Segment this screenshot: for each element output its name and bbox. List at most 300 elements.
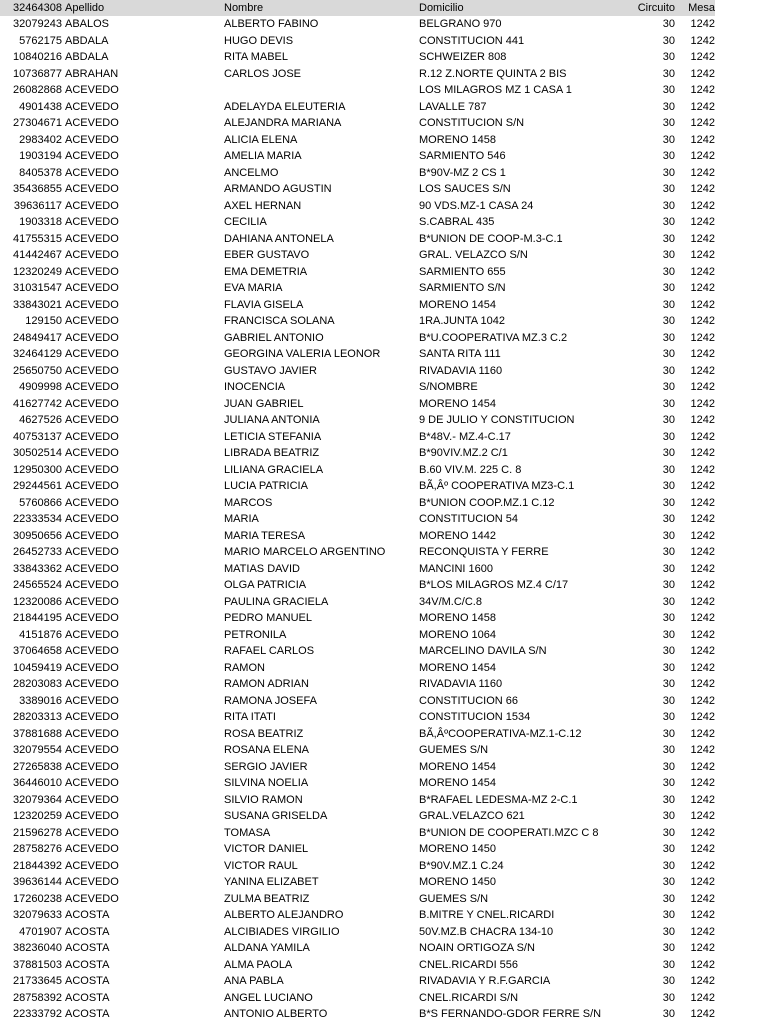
table-row	[0, 66, 715, 83]
cell-nombre: EVA MARIA	[224, 282, 283, 295]
cell-domicilio: MORENO 1064	[419, 628, 497, 641]
cell-nombre: MARIA TERESA	[224, 529, 306, 542]
table-row	[0, 561, 715, 578]
cell-dni: 28758276	[13, 843, 62, 856]
cell-nombre: ALMA PAOLA	[224, 958, 293, 971]
cell-apellido: ACEVEDO	[65, 645, 119, 658]
cell-circuito: 30	[662, 958, 675, 971]
cell-domicilio: B*UNION DE COOPERATI.MZC C 8	[419, 826, 599, 839]
cell-nombre	[224, 82, 419, 99]
cell-domicilio: CONSTITUCION 1534	[419, 711, 531, 724]
cell-circuito: 30	[662, 133, 675, 146]
cell-apellido: ACEVEDO	[65, 265, 119, 278]
cell-apellido: ACEVEDO	[65, 727, 119, 740]
cell-nombre: YANINA ELIZABET	[224, 876, 319, 889]
table-row	[0, 49, 715, 66]
cell-dni: 33843362	[13, 562, 62, 575]
cell-circuito: 30	[662, 496, 675, 509]
cell-dni: 21844392	[13, 859, 62, 872]
cell-circuito: 30	[662, 100, 675, 113]
cell-circuito: 30	[662, 51, 675, 64]
table-row	[0, 627, 715, 644]
cell-nombre: VICTOR DANIEL	[224, 843, 309, 856]
table-row	[0, 874, 715, 891]
cell-mesa: 1242	[690, 777, 715, 790]
cell-mesa: 1242	[690, 364, 715, 377]
cell-domicilio: CONSTITUCION 441	[419, 34, 525, 47]
cell-mesa: 1242	[690, 859, 715, 872]
cell-mesa: 1242	[690, 183, 715, 196]
cell-dni: 5762175	[19, 34, 62, 47]
table-row	[0, 643, 715, 660]
cell-circuito: 30	[662, 414, 675, 427]
cell-nombre: RAMONA JOSEFA	[224, 694, 317, 707]
cell-circuito: 30	[662, 628, 675, 641]
cell-domicilio: 90 VDS.MZ-1 CASA 24	[419, 199, 534, 212]
table-row	[0, 412, 715, 429]
cell-dni: 37881503	[13, 958, 62, 971]
cell-mesa: 1242	[690, 760, 715, 773]
cell-dni: 24849417	[13, 331, 62, 344]
cell-circuito: 30	[662, 645, 675, 658]
cell-circuito: 30	[662, 282, 675, 295]
cell-nombre: GEORGINA VALERIA LEONOR	[224, 348, 381, 361]
cell-mesa: 1242	[690, 843, 715, 856]
cell-apellido: ACEVEDO	[65, 430, 119, 443]
table-row	[0, 313, 715, 330]
cell-circuito: 30	[662, 117, 675, 130]
cell-circuito: 30	[662, 315, 675, 328]
cell-nombre: ALCIBIADES VIRGILIO	[224, 925, 340, 938]
cell-nombre: MARIO MARCELO ARGENTINO	[224, 546, 386, 559]
cell-apellido: ACEVEDO	[65, 232, 119, 245]
cell-apellido: ACEVEDO	[65, 199, 119, 212]
table-row	[0, 264, 715, 281]
table-row	[0, 775, 715, 792]
cell-dni: 31031547	[13, 282, 62, 295]
cell-circuito: 30	[662, 612, 675, 625]
cell-circuito: 30	[662, 397, 675, 410]
cell-domicilio: SANTA RITA 111	[419, 348, 501, 361]
table-row	[0, 132, 715, 149]
table-row	[0, 858, 715, 875]
cell-circuito: 30	[662, 1008, 675, 1021]
cell-mesa: 1242	[690, 18, 715, 31]
cell-dni: 33843021	[13, 298, 62, 311]
cell-mesa: 1242	[690, 694, 715, 707]
cell-mesa: 1242	[690, 579, 715, 592]
cell-apellido: ACEVEDO	[65, 694, 119, 707]
cell-mesa: 1242	[690, 958, 715, 971]
cell-domicilio: MORENO 1450	[419, 876, 497, 889]
cell-apellido: ACEVEDO	[65, 480, 119, 493]
cell-apellido: ACEVEDO	[65, 447, 119, 460]
cell-nombre: MARIA	[224, 513, 259, 526]
cell-dni: 39636144	[13, 876, 62, 889]
table-row	[0, 99, 715, 116]
table-row	[0, 825, 715, 842]
cell-mesa: 1242	[690, 199, 715, 212]
header-apellido: Apellido	[65, 2, 105, 14]
cell-domicilio: SARMIENTO 655	[419, 265, 506, 278]
cell-dni: 30502514	[13, 447, 62, 460]
cell-domicilio: B*90V.MZ.1 C.24	[419, 859, 504, 872]
cell-dni: 37064658	[13, 645, 62, 658]
cell-dni: 2983402	[19, 133, 62, 146]
cell-apellido: ACEVEDO	[65, 348, 119, 361]
cell-mesa: 1242	[690, 34, 715, 47]
cell-dni: 1903318	[19, 216, 62, 229]
cell-apellido: ACEVEDO	[65, 843, 119, 856]
cell-domicilio: CONSTITUCION 66	[419, 694, 519, 707]
cell-domicilio: 1RA.JUNTA 1042	[419, 315, 506, 328]
cell-dni: 4909998	[19, 381, 62, 394]
cell-domicilio: MORENO 1458	[419, 133, 497, 146]
cell-circuito: 30	[662, 166, 675, 179]
cell-circuito: 30	[662, 348, 675, 361]
cell-domicilio: MORENO 1454	[419, 760, 497, 773]
cell-dni: 36446010	[13, 777, 62, 790]
cell-nombre: ANA PABLA	[224, 975, 284, 988]
cell-domicilio: MORENO 1442	[419, 529, 497, 542]
cell-circuito: 30	[662, 381, 675, 394]
cell-nombre: ALBERTO FABINO	[224, 18, 319, 31]
table-row	[0, 594, 715, 611]
cell-nombre: HUGO DEVIS	[224, 34, 294, 47]
cell-domicilio: LAVALLE 787	[419, 100, 487, 113]
cell-mesa: 1242	[690, 975, 715, 988]
cell-domicilio: BELGRANO 970	[419, 18, 502, 31]
cell-domicilio: B*S FERNANDO-GDOR FERRE S/N	[419, 1008, 602, 1021]
cell-apellido: ACEVEDO	[65, 282, 119, 295]
cell-mesa: 1242	[690, 150, 715, 163]
cell-circuito: 30	[662, 265, 675, 278]
cell-nombre: ALEJANDRA MARIANA	[224, 117, 342, 130]
cell-mesa: 1242	[690, 546, 715, 559]
cell-apellido: ACEVEDO	[65, 562, 119, 575]
table-row	[0, 660, 715, 677]
cell-mesa: 1242	[690, 628, 715, 641]
cell-dni: 35436855	[13, 183, 62, 196]
cell-dni: 5760866	[19, 496, 62, 509]
cell-domicilio: GRAL. VELAZCO S/N	[419, 249, 528, 262]
cell-circuito: 30	[662, 331, 675, 344]
cell-circuito: 30	[662, 744, 675, 757]
table-row	[0, 957, 715, 974]
cell-dni: 30950656	[13, 529, 62, 542]
table-row	[0, 346, 715, 363]
cell-circuito: 30	[662, 909, 675, 922]
cell-circuito: 30	[662, 925, 675, 938]
table-row	[0, 198, 715, 215]
cell-mesa: 1242	[690, 513, 715, 526]
cell-dni: 32464129	[13, 348, 62, 361]
table-row	[0, 280, 715, 297]
cell-circuito: 30	[662, 84, 675, 97]
cell-apellido: ACEVEDO	[65, 612, 119, 625]
cell-apellido: ACEVEDO	[65, 100, 119, 113]
table-row	[0, 940, 715, 957]
cell-nombre: LIBRADA BEATRIZ	[224, 447, 320, 460]
table-row	[0, 16, 715, 33]
cell-dni: 40753137	[13, 430, 62, 443]
cell-mesa: 1242	[690, 298, 715, 311]
cell-domicilio: B*UNION DE COOP-M.3-C.1	[419, 232, 563, 245]
cell-domicilio: CNEL.RICARDI 556	[419, 958, 519, 971]
cell-apellido: ACEVEDO	[65, 496, 119, 509]
cell-mesa: 1242	[690, 117, 715, 130]
cell-domicilio: MANCINI 1600	[419, 562, 493, 575]
cell-domicilio: B*U.COOPERATIVA MZ.3 C.2	[419, 331, 568, 344]
cell-mesa: 1242	[690, 496, 715, 509]
cell-circuito: 30	[662, 760, 675, 773]
table-row	[0, 330, 715, 347]
cell-domicilio: B*RAFAEL LEDESMA-MZ 2-C.1	[419, 793, 578, 806]
table-row	[0, 676, 715, 693]
cell-circuito: 30	[662, 18, 675, 31]
cell-nombre: FRANCISCA SOLANA	[224, 315, 335, 328]
cell-apellido: ACEVEDO	[65, 826, 119, 839]
cell-apellido: ACEVEDO	[65, 678, 119, 691]
cell-apellido: ACOSTA	[65, 925, 110, 938]
cell-mesa: 1242	[690, 447, 715, 460]
cell-nombre: RITA ITATI	[224, 711, 276, 724]
cell-apellido: ACEVEDO	[65, 628, 119, 641]
cell-domicilio: B*90V-MZ 2 CS 1	[419, 166, 506, 179]
cell-circuito: 30	[662, 298, 675, 311]
cell-apellido: ACEVEDO	[65, 777, 119, 790]
cell-dni: 4901438	[19, 100, 62, 113]
cell-circuito: 30	[662, 826, 675, 839]
cell-apellido: ACEVEDO	[65, 166, 119, 179]
cell-circuito: 30	[662, 546, 675, 559]
cell-mesa: 1242	[690, 876, 715, 889]
cell-mesa: 1242	[690, 661, 715, 674]
table-body	[0, 16, 715, 1023]
cell-domicilio: GRAL.VELAZCO 621	[419, 810, 525, 823]
cell-mesa: 1242	[690, 397, 715, 410]
cell-apellido: ACEVEDO	[65, 744, 119, 757]
table-row	[0, 363, 715, 380]
cell-domicilio: BÃ,ÂºCOOPERATIVA-MZ.1-C.12	[419, 727, 582, 740]
cell-domicilio: R.12 Z.NORTE QUINTA 2 BIS	[419, 67, 567, 80]
cell-circuito: 30	[662, 793, 675, 806]
cell-mesa: 1242	[690, 991, 715, 1004]
cell-apellido: ACEVEDO	[65, 892, 119, 905]
cell-mesa: 1242	[690, 925, 715, 938]
cell-dni: 4701907	[19, 925, 62, 938]
cell-nombre: CECILIA	[224, 216, 267, 229]
cell-domicilio: B*48V.- MZ.4-C.17	[419, 430, 511, 443]
cell-circuito: 30	[662, 777, 675, 790]
cell-nombre: RAMON	[224, 661, 265, 674]
cell-nombre: SILVINA NOELIA	[224, 777, 309, 790]
cell-mesa: 1242	[690, 826, 715, 839]
cell-nombre: ANCELMO	[224, 166, 279, 179]
table-row	[0, 792, 715, 809]
header-dni: 32464308	[13, 2, 62, 14]
cell-mesa: 1242	[690, 348, 715, 361]
cell-nombre: ALDANA YAMILA	[224, 942, 310, 955]
header-row	[0, 0, 715, 16]
table-row	[0, 577, 715, 594]
cell-dni: 4627526	[19, 414, 62, 427]
cell-mesa: 1242	[690, 166, 715, 179]
table-row	[0, 462, 715, 479]
cell-mesa: 1242	[690, 612, 715, 625]
table-row	[0, 726, 715, 743]
cell-mesa: 1242	[690, 810, 715, 823]
cell-apellido: ACEVEDO	[65, 249, 119, 262]
cell-apellido: ACEVEDO	[65, 364, 119, 377]
cell-circuito: 30	[662, 892, 675, 905]
cell-circuito: 30	[662, 727, 675, 740]
cell-apellido: ACOSTA	[65, 1008, 110, 1021]
cell-nombre: ANGEL LUCIANO	[224, 991, 313, 1004]
cell-dni: 12950300	[13, 463, 62, 476]
cell-dni: 22333534	[13, 513, 62, 526]
table-row	[0, 148, 715, 165]
cell-dni: 8405378	[19, 166, 62, 179]
table-row	[0, 990, 715, 1007]
cell-apellido: ACEVEDO	[65, 579, 119, 592]
cell-mesa: 1242	[690, 909, 715, 922]
cell-circuito: 30	[662, 463, 675, 476]
cell-nombre: RAMON ADRIAN	[224, 678, 309, 691]
cell-apellido: ACOSTA	[65, 909, 110, 922]
cell-mesa: 1242	[690, 249, 715, 262]
cell-nombre: GABRIEL ANTONIO	[224, 331, 324, 344]
cell-domicilio: CONSTITUCION 54	[419, 513, 519, 526]
cell-domicilio: MARCELINO DAVILA S/N	[419, 645, 547, 658]
header-circuito: Circuito	[637, 2, 675, 14]
table-row	[0, 709, 715, 726]
cell-mesa: 1242	[690, 942, 715, 955]
cell-mesa: 1242	[690, 595, 715, 608]
cell-mesa: 1242	[690, 463, 715, 476]
cell-apellido: ACOSTA	[65, 975, 110, 988]
cell-nombre: JUAN GABRIEL	[224, 397, 304, 410]
cell-mesa: 1242	[690, 711, 715, 724]
cell-dni: 27265838	[13, 760, 62, 773]
cell-mesa: 1242	[690, 84, 715, 97]
cell-mesa: 1242	[690, 892, 715, 905]
cell-domicilio: BÃ,Âº COOPERATIVA MZ3-C.1	[419, 480, 575, 493]
cell-apellido: ACOSTA	[65, 991, 110, 1004]
cell-dni: 32079364	[13, 793, 62, 806]
cell-nombre: SERGIO JAVIER	[224, 760, 308, 773]
cell-nombre: PAULINA GRACIELA	[224, 595, 329, 608]
cell-circuito: 30	[662, 694, 675, 707]
cell-apellido: ACEVEDO	[65, 133, 119, 146]
header-domicilio: Domicilio	[419, 2, 464, 14]
cell-nombre: ALBERTO ALEJANDRO	[224, 909, 344, 922]
cell-nombre: TOMASA	[224, 826, 271, 839]
cell-dni: 10459419	[13, 661, 62, 674]
table-row	[0, 610, 715, 627]
cell-dni: 1903194	[19, 150, 62, 163]
cell-circuito: 30	[662, 859, 675, 872]
cell-nombre: AMELIA MARIA	[224, 150, 302, 163]
cell-dni: 26452733	[13, 546, 62, 559]
cell-nombre: PEDRO MANUEL	[224, 612, 313, 625]
table-row	[0, 165, 715, 182]
cell-domicilio: 9 DE JULIO Y CONSTITUCION	[419, 414, 575, 427]
cell-domicilio: MORENO 1454	[419, 777, 497, 790]
cell-domicilio: CONSTITUCION S/N	[419, 117, 525, 130]
cell-circuito: 30	[662, 67, 675, 80]
cell-circuito: 30	[662, 991, 675, 1004]
cell-domicilio: SCHWEIZER 808	[419, 51, 507, 64]
cell-circuito: 30	[662, 579, 675, 592]
cell-nombre: GUSTAVO JAVIER	[224, 364, 317, 377]
cell-apellido: ACOSTA	[65, 958, 110, 971]
table-row	[0, 891, 715, 908]
cell-mesa: 1242	[690, 430, 715, 443]
table-row	[0, 1006, 715, 1023]
cell-dni: 26082868	[13, 84, 62, 97]
table-row	[0, 759, 715, 776]
cell-circuito: 30	[662, 150, 675, 163]
cell-nombre: ANTONIO ALBERTO	[224, 1008, 328, 1021]
table-row	[0, 907, 715, 924]
cell-nombre: EMA DEMETRIA	[224, 265, 308, 278]
cell-circuito: 30	[662, 876, 675, 889]
cell-mesa: 1242	[690, 381, 715, 394]
cell-apellido: ACEVEDO	[65, 810, 119, 823]
cell-dni: 22333792	[13, 1008, 62, 1021]
cell-circuito: 30	[662, 183, 675, 196]
cell-domicilio: B*90VIV.MZ.2 C/1	[419, 447, 508, 460]
cell-domicilio: SARMIENTO 546	[419, 150, 506, 163]
cell-dni: 12320259	[13, 810, 62, 823]
cell-mesa: 1242	[690, 133, 715, 146]
table-row	[0, 214, 715, 231]
cell-circuito: 30	[662, 661, 675, 674]
cell-circuito: 30	[662, 364, 675, 377]
table-row	[0, 115, 715, 132]
cell-domicilio: RECONQUISTA Y FERRE	[419, 546, 549, 559]
cell-dni: 27304671	[13, 117, 62, 130]
table-row	[0, 82, 715, 99]
cell-nombre: DAHIANA ANTONELA	[224, 232, 334, 245]
table-row	[0, 924, 715, 941]
cell-apellido: ACEVEDO	[65, 84, 119, 97]
cell-apellido: ACEVEDO	[65, 859, 119, 872]
cell-mesa: 1242	[690, 414, 715, 427]
cell-apellido: ABRAHAN	[65, 67, 119, 80]
cell-domicilio: CNEL.RICARDI S/N	[419, 991, 519, 1004]
cell-nombre: ROSANA ELENA	[224, 744, 309, 757]
cell-apellido: ACEVEDO	[65, 331, 119, 344]
cell-apellido: ACEVEDO	[65, 760, 119, 773]
cell-circuito: 30	[662, 711, 675, 724]
cell-circuito: 30	[662, 447, 675, 460]
cell-dni: 41442467	[13, 249, 62, 262]
cell-apellido: ACEVEDO	[65, 381, 119, 394]
cell-domicilio: GUEMES S/N	[419, 744, 489, 757]
cell-dni: 10840216	[13, 51, 62, 64]
cell-domicilio: MORENO 1454	[419, 298, 497, 311]
cell-mesa: 1242	[690, 232, 715, 245]
cell-apellido: ACEVEDO	[65, 595, 119, 608]
cell-nombre: AXEL HERNAN	[224, 199, 302, 212]
cell-domicilio: 50V.MZ.B CHACRA 134-10	[419, 925, 554, 938]
cell-domicilio: LOS MILAGROS MZ 1 CASA 1	[419, 84, 572, 97]
cell-apellido: ABDALA	[65, 51, 109, 64]
cell-mesa: 1242	[690, 529, 715, 542]
cell-circuito: 30	[662, 678, 675, 691]
